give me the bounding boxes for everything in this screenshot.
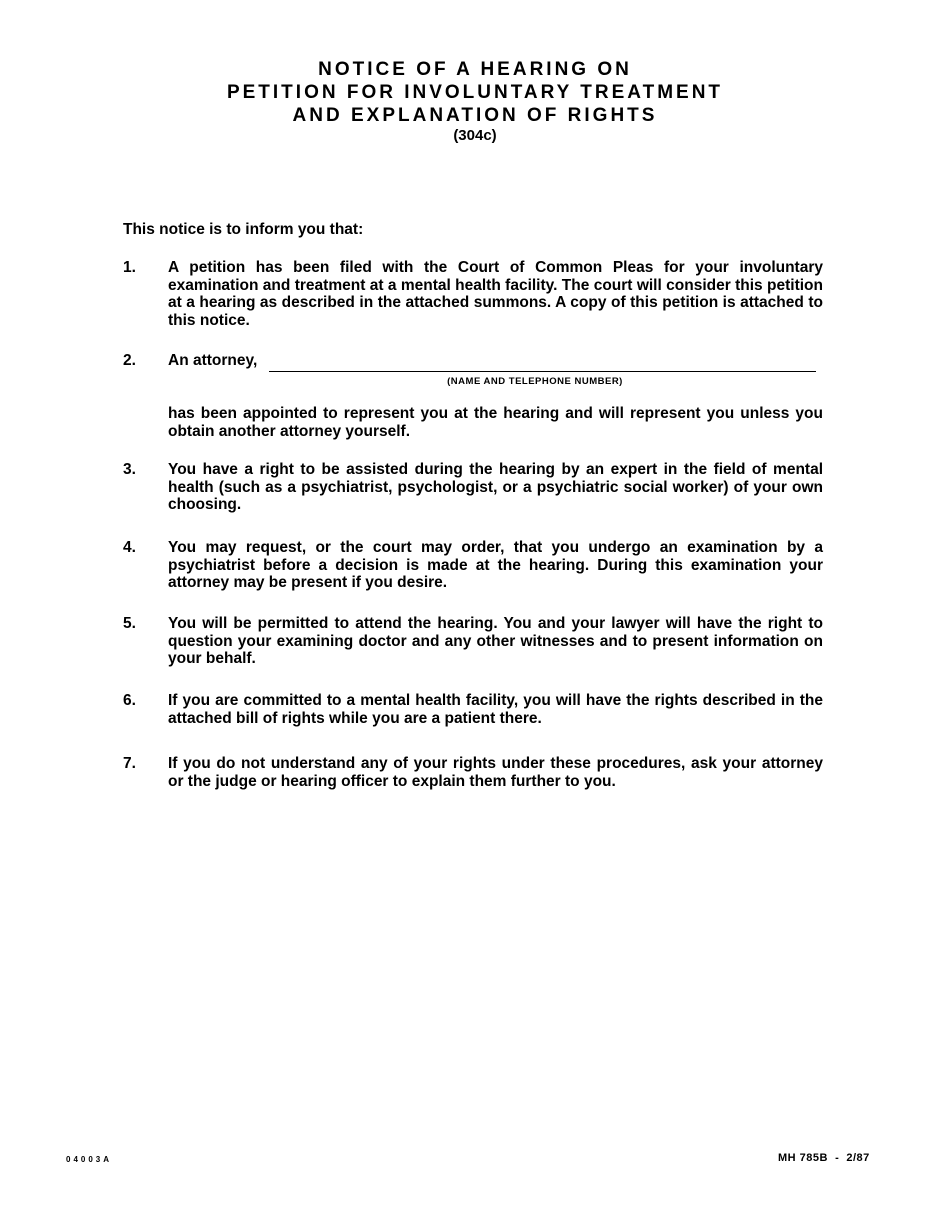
item-number: 6. bbox=[123, 692, 136, 709]
list-item bbox=[123, 539, 823, 593]
list-item bbox=[123, 755, 823, 791]
attorney-field-caption: (NAME AND TELEPHONE NUMBER) bbox=[447, 376, 623, 387]
item-text: You have a right to be assisted during the hearing by an expert in the field of mental health (such as a psychiatrist, psychologist, or a psychiatric social worker) of your own choosing. bbox=[168, 461, 823, 513]
item-number: 4. bbox=[123, 539, 136, 556]
item-text: You will be permitted to attend the hearing. You and your lawyer will have the right to question your examining doctor and any other witnesses and to present information on your behalf. bbox=[168, 615, 823, 667]
list-item bbox=[123, 461, 823, 515]
item-number: 7. bbox=[123, 755, 136, 772]
item-text: If you do not understand any of your rights under these procedures, ask your attorney or the judge or hearing officer to explain them further to you. bbox=[168, 755, 823, 790]
list-item-continuation bbox=[123, 405, 823, 441]
item-text: A petition has been filed with the Court of Common Pleas for your involuntary examination and treatment at a mental health facility. The court will consider this petition at a hearing as described in the attached summons. A copy of this petition is attached to this notice. bbox=[168, 259, 823, 329]
item-number: 3. bbox=[123, 461, 136, 478]
title-line-1: NOTICE OF A HEARING ON bbox=[318, 59, 632, 80]
item-number: 5. bbox=[123, 615, 136, 632]
list-item bbox=[123, 692, 823, 728]
list-item bbox=[123, 615, 823, 669]
form-number-date: MH 785B - 2/87 bbox=[778, 1152, 870, 1164]
item-text: has been appointed to represent you at the hearing and will represent you unless you obtain another attorney yourself. bbox=[168, 405, 823, 440]
list-item bbox=[123, 352, 823, 372]
title-line-3: AND EXPLANATION OF RIGHTS bbox=[292, 105, 658, 126]
title-line-2: PETITION FOR INVOLUNTARY TREATMENT bbox=[226, 82, 724, 103]
item-text: If you are committed to a mental health facility, you will have the rights described in the attached bill of rights while you are a patient there. bbox=[168, 692, 823, 727]
form-section-code: (304c) bbox=[453, 127, 497, 144]
item-number: 1. bbox=[123, 259, 136, 276]
item-text: You may request, or the court may order, that you undergo an examination by a psychiatrist before a decision is made at the hearing. During this examination your attorney may be present if you desire. bbox=[168, 539, 823, 591]
intro-text: This notice is to inform you that: bbox=[123, 221, 364, 238]
form-id-code: 04003A bbox=[66, 1155, 113, 1164]
item-text: An attorney, bbox=[168, 352, 258, 369]
item-number: 2. bbox=[123, 352, 136, 369]
attorney-name-field[interactable] bbox=[269, 371, 816, 372]
list-item bbox=[123, 259, 823, 331]
